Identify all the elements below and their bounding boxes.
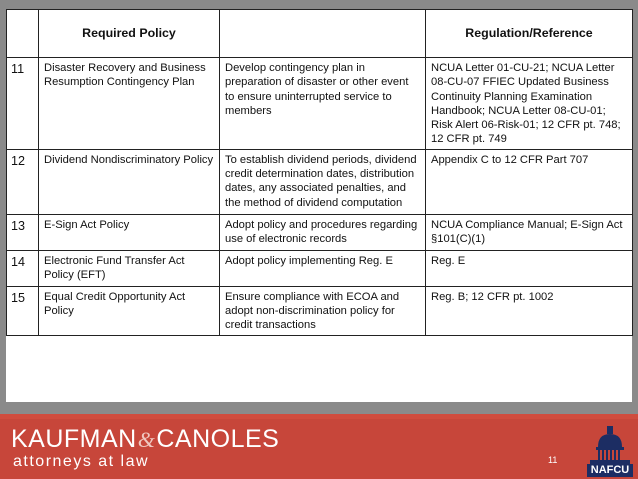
page-number: 11 (548, 455, 558, 465)
header-description (220, 10, 426, 58)
brand-left: KAUFMAN (11, 425, 137, 453)
brand-right: CANOLES (156, 425, 280, 453)
nafcu-logo-text: NAFCU (587, 464, 633, 477)
brand-tagline: attorneys at law (13, 453, 150, 470)
row-description: Develop contingency plan in preparation of disaster or other event to ensure uninterrupted service to members (220, 58, 426, 150)
policy-table (6, 9, 633, 336)
row-description: Adopt policy implementing Reg. E (220, 250, 426, 286)
row-number: 13 (7, 214, 39, 250)
row-number: 11 (7, 58, 39, 150)
table-row (7, 214, 633, 250)
row-description: To establish dividend periods, dividend credit determination dates, distribution dates, any associated penalties, and the method of dividend computation (220, 149, 426, 214)
header-regulation-reference: Regulation/Reference (426, 10, 633, 58)
row-reference: Appendix C to 12 CFR Part 707 (426, 149, 633, 214)
table-row (7, 149, 633, 214)
header-number (7, 10, 39, 58)
row-description: Ensure compliance with ECOA and adopt non-discrimination policy for credit transactions (220, 286, 426, 335)
row-policy: Equal Credit Opportunity Act Policy (39, 286, 220, 335)
kaufman-canoles-logo (11, 426, 279, 453)
row-policy: E-Sign Act Policy (39, 214, 220, 250)
row-policy: Electronic Fund Transfer Act Policy (EFT) (39, 250, 220, 286)
row-policy: Disaster Recovery and Business Resumption Contingency Plan (39, 58, 220, 150)
header-required-policy: Required Policy (39, 10, 220, 58)
row-number: 14 (7, 250, 39, 286)
row-description: Adopt policy and procedures regarding use of electronic records (220, 214, 426, 250)
row-reference: NCUA Compliance Manual; E-Sign Act §101(C)(1) (426, 214, 633, 250)
table-header-row (7, 10, 633, 58)
row-number: 12 (7, 149, 39, 214)
row-policy: Dividend Nondiscriminatory Policy (39, 149, 220, 214)
table-row (7, 286, 633, 335)
row-number: 15 (7, 286, 39, 335)
brand-ampersand: & (137, 427, 156, 452)
row-reference: Reg. E (426, 250, 633, 286)
table-row (7, 58, 633, 150)
row-reference: Reg. B; 12 CFR pt. 1002 (426, 286, 633, 335)
table-row (7, 250, 633, 286)
row-reference: NCUA Letter 01-CU-21; NCUA Letter 08-CU-07 FFIEC Updated Business Continuity Planning Examination Handbook; NCUA Letter 08-CU-01; Risk Alert 06-Risk-01; 12 CFR pt. 748; 12 CFR pt. 749 (426, 58, 633, 150)
policy-table-container (6, 9, 632, 402)
